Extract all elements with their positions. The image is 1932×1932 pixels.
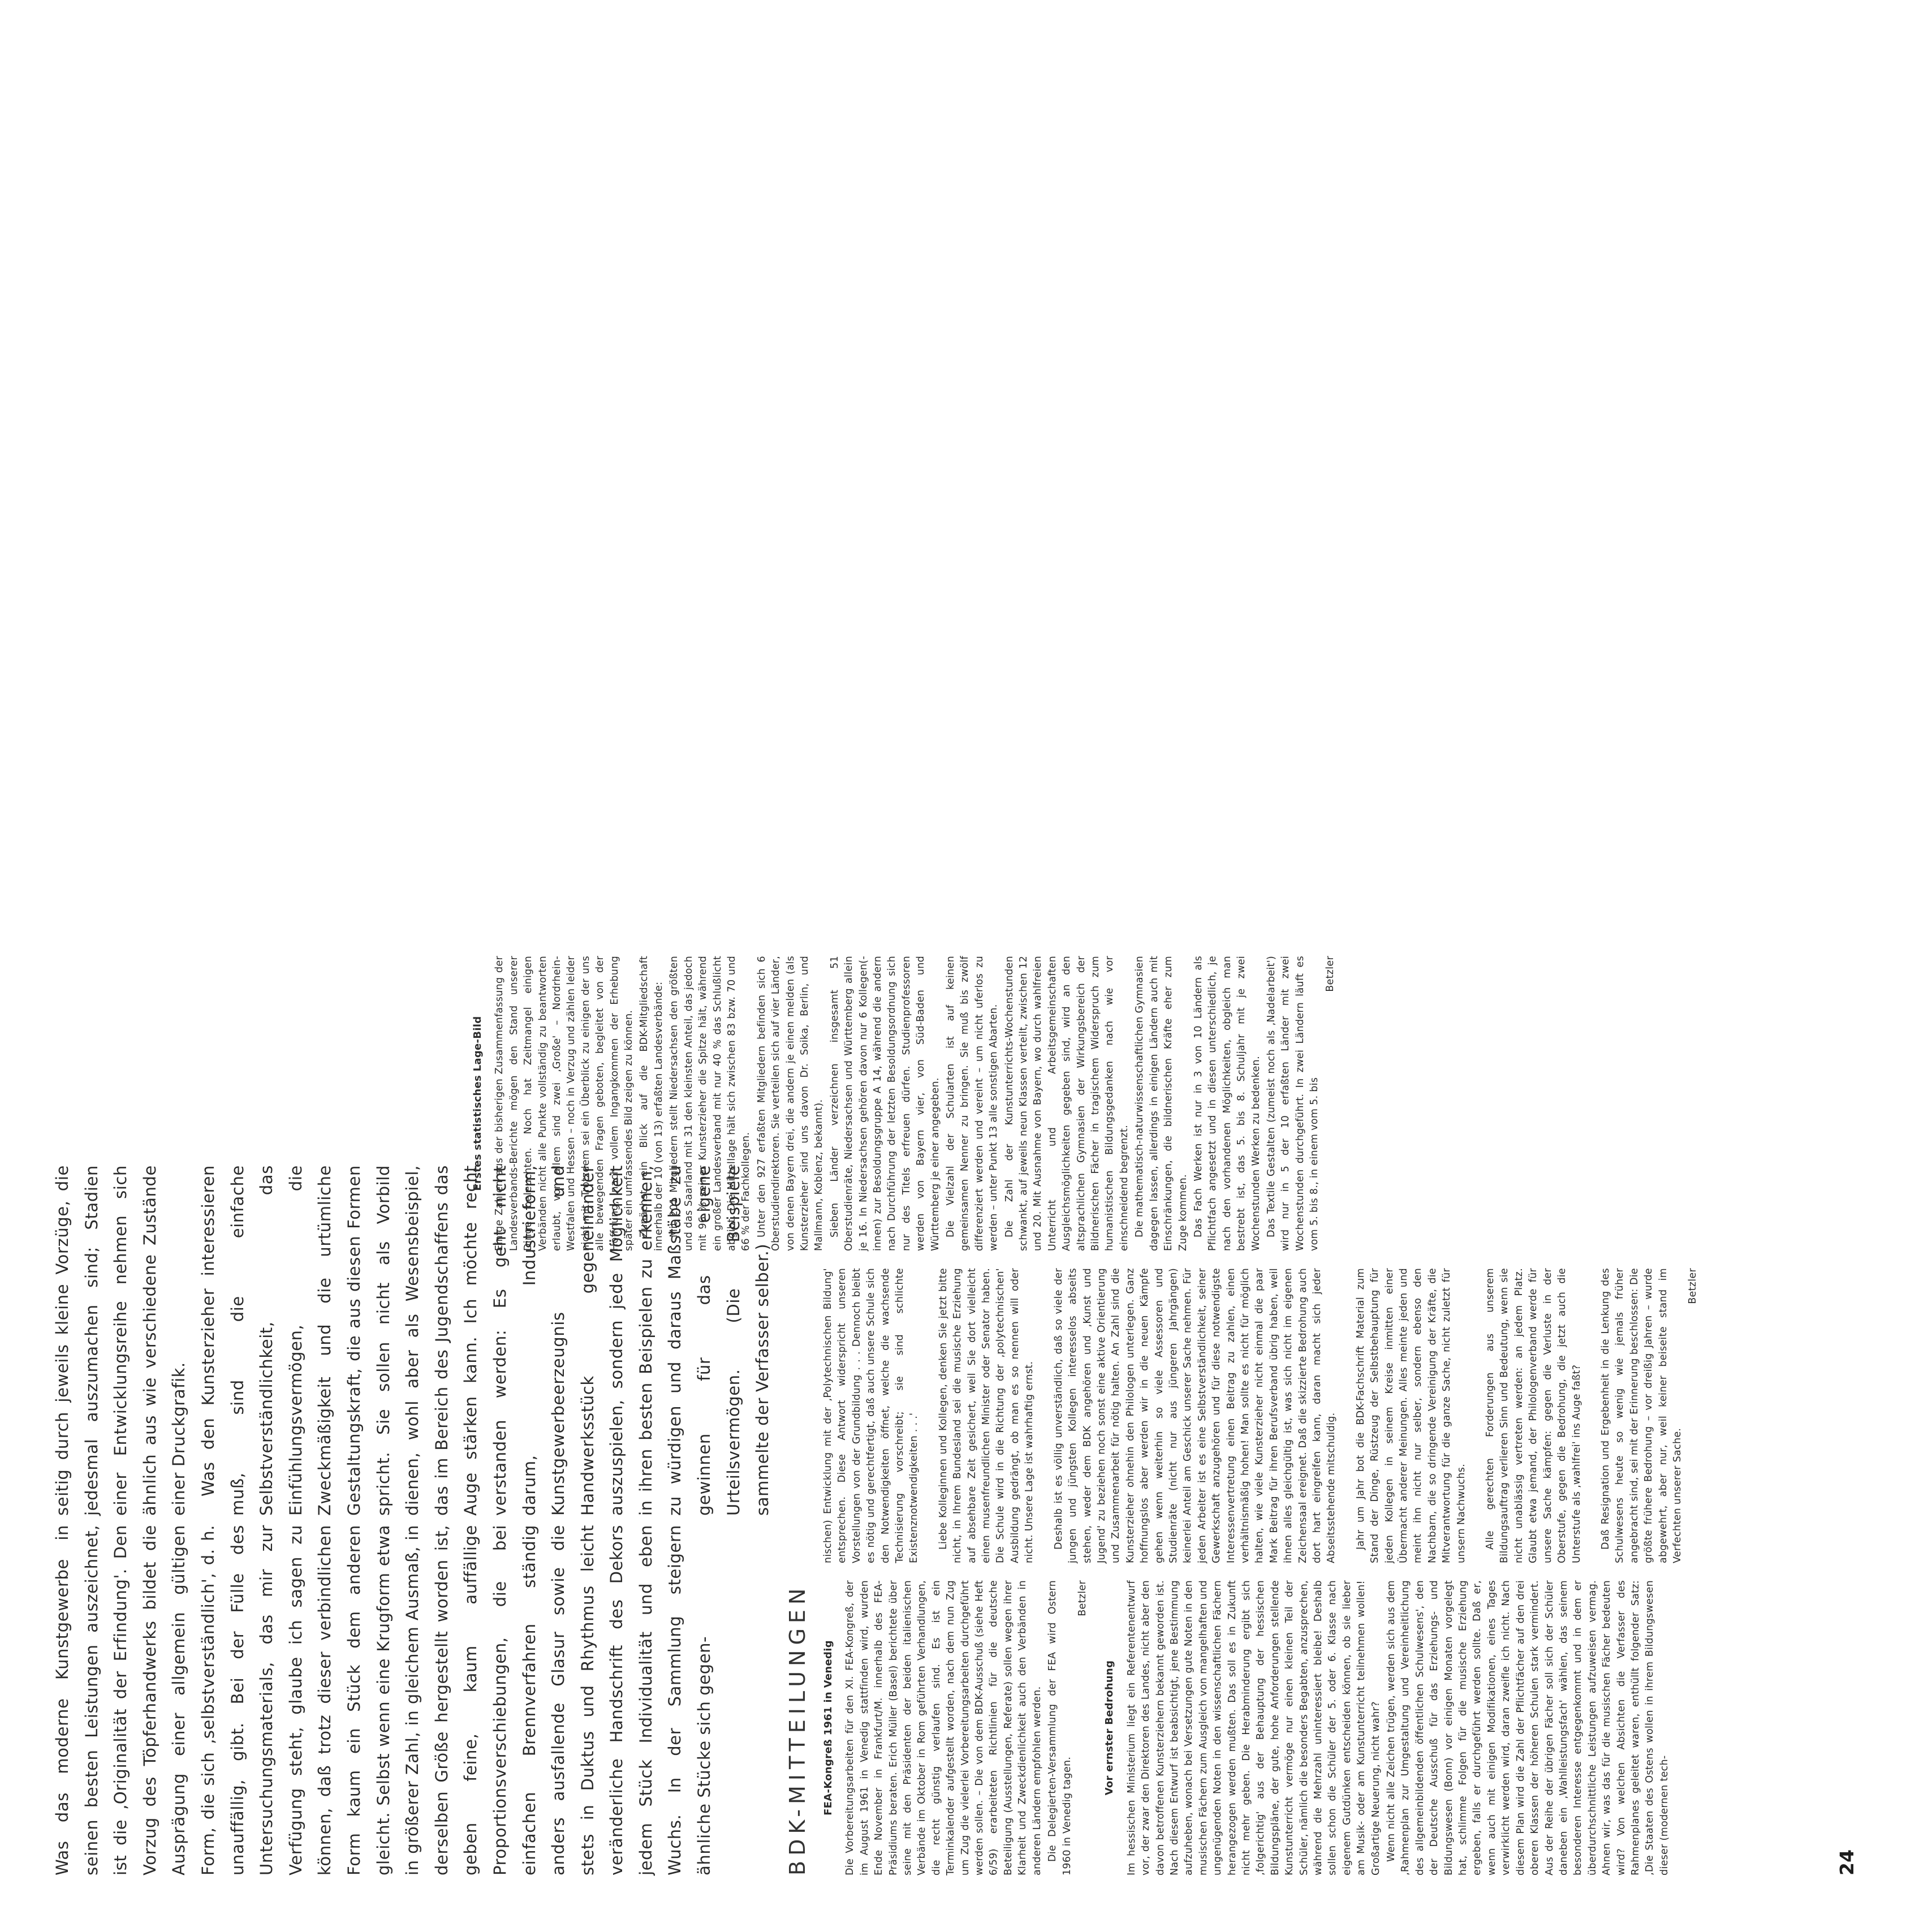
paragraph-stat-5: Sieben Länder verzeichnen insgesamt 51 Oberstudienräte, Niedersachsen und Württemberg allein je 16. In Niedersachsen gehören davon nur 6 Kollegen(-innen) zur Besoldungsgruppe A 14, während die andern nach Durchführung der letzten Besoldungsordnung sich nur des Titels erfreuen dürfen. Studienprofessoren werden von Bayern vier, von Süd-Baden und Württemberg je einer angegeben.	[829, 956, 941, 1251]
paragraph-stat-9: Das Fach Werken ist nur in 3 von 10 Ländern als Pflichtfach angesetzt und in diesen unterschiedlich, je nach den vorhandenen Möglichkeiten, obgleich man bestrebt ist, das 5. bis 8. Schuljahr mit je zwei Wochenstunden Werken zu bedenken.	[1192, 956, 1262, 1251]
news-column-1	[821, 1580, 1822, 1875]
heading-statistisches-lagebild: Erstes statistisches Lage-Bild	[472, 1016, 484, 1191]
paragraph-fea-2: Die Delegierten-Versammlung der FEA wird Ostern 1960 in Venedig tagen.	[1047, 1580, 1073, 1875]
magazine-page	[0, 593, 1932, 1932]
paragraph-col2-6: Daß Resignation und Ergebenheit in die Lenkung des Schulwesens heute so wenig wie jemals früher angebracht sind, sei mit der Erinnerung beschlossen: Die größte frühere Bedrohung – vor dreißig Jahren – wurde abgewehrt, aber nur, weil keiner beiseite stand im Verfechten unserer Sache.	[1599, 1268, 1683, 1563]
intro-right-paragraph-1: seitig durch jeweils kleine Vorzüge, die jedesmal auszumachen sind; Stadien einer Entwicklungsreihe nehmen sich ähnlich aus wie verschiedene Zustände einer Druckgrafik.	[53, 1165, 189, 1516]
paragraph-col2-1: nischen) Entwicklung mit der ‚Polytechnischen Bildung' entsprechen. Diese Antwort widerspricht unseren Vorstellungen von der Grundbildung . . . Dennoch bleibt es nötig und gerechtfertigt, daß auch unsere Schule sich den Notwendigkeiten öffnet, welche die wachsende Technisierung vorschreibt; sie sind schlichte Existenznotwendigkeiten . . .'	[822, 1268, 920, 1563]
paragraph-stat-4: Unter den 927 erfaßten Mitgliedern befinden sich 6 Oberstudiendirektoren. Sie verteilen sich auf vier Länder, von denen Bayern drei, die andern je einen melden (als Kunsterzieher sind uns davon Dr. Soika, Berlin, und Mallmann, Koblenz, bekannt).	[756, 956, 825, 1251]
paragraph-fea-1: Die Vorbereitungsarbeiten für den XI. FEA-Kongreß, der im August 1961 in Venedig stattfinden wird, wurden Ende November in Frankfurt/M. innerhalb des FEA-Präsidiums beraten. Erich Müller (Basel) berichtete über seine mit den Präsidenten der beiden italienischen Verbände im Oktober in Rom geführten Verhandlungen, die recht günstig verlaufen sind. Es ist ein Terminkalender aufgestellt worden, nach dem nun Zug um Zug die vielerlei Vorbereitungsarbeiten durchgeführt werden sollen. – Die von dem BDK-Ausschuß (siehe Heft 6/59) erarbeiteten Richtlinien für die deutsche Beteiligung (Ausstellungen, Referate) sollen wegen ihrer Klarheit und Zweckdienlichkeit auch den Verbänden in anderen Ländern empfohlen werden.	[844, 1580, 1043, 1875]
paragraph-col2-2: Liebe Kolleginnen und Kollegen, denken Sie jetzt bitte nicht, in Ihrem Bundesland sei die musische Erziehung auf absehbare Zeit gesichert, weil Sie dort vielleicht einen musenfreundlichen Minister oder Senator haben. Die Schule wird in die Richtung der ‚polytechnischen' Ausbildung gedrängt, ob man es so nennen will oder nicht. Unsere Lage ist wahrhaftig ernst.	[937, 1268, 1036, 1563]
paragraph-col2-3: Deshalb ist es völlig unverständlich, daß so viele der jungen und jüngsten Kollegen interesselos abseits stehen, weder dem BDK angehören und ‚Kunst und Jugend' zu beziehen noch sonst eine aktive Orientierung und Zusammenarbeit für nötig halten. An Zahl sind die Kunsterzieher ohnehin den Philologen unterlegen. Ganz hoffnungslos aber werden wir in die neuen Kämpfe gehen wenn weiterhin so viele Assessoren und Studienräte (nicht nur aus jüngeren Jahrgängen) keinerlei Anteil am Geschick unserer Sache nehmen. Für jeden Arbeiter ist es eine Selbstverständlichkeit, seiner Gewerkschaft anzugehören und für diese notwendigste Interessenvertretung einen Beitrag zu zahlen, einen verhältnismäßig hohen! Man sollte es nicht für möglich halten, wie viele Kunsterzieher nicht einmal die paar Mark Beitrag für ihren Berufsverband übrig haben, weil ihnen alles gleichgültig ist, was sich nicht im eigenen Zeichensaal ereignet. Daß die skizzierte Bedrohung auch dort hart eingreifen kann, daran macht sich jeder Abseitsstehende mitschuldig.	[1053, 1268, 1338, 1563]
paragraph-col2-4: Jahr um Jahr bot die BDK-Fachschrift Material zum Stand der Dinge, Rüstzeug der Selbstbehauptung für jeden Kollegen in seinem Kreise inmitten einer Übermacht anderer Meinungen. Alles meinte jeden und meint ihn nicht nur selber, sondern ebenso den Nachbarn, die so dringende Vereinigung der Kräfte, die Mitverantwortung für die ganze Sache, nicht zuletzt für unsern Nachwuchs.	[1355, 1268, 1467, 1563]
paragraph-stat-7: Die Zahl der Kunstunterrichts-Wochenstunden schwankt, auf jeweils neun Klassen verteilt, zwischen 12 und 20. Mit Ausnahme von Bayern, wo durch wahlfreien Unterricht und Arbeitsgemeinschaften Ausgleichsmöglichkeiten gegeben sind, wird an den altsprachlichen Gymnasien der Wirkungsbereich der Bildnerischen Fächer in tragischem Widerspruch zum humanistischen Bildungsgedanken nach wie vor einschneidend begrenzt.	[1003, 956, 1130, 1251]
paragraph-bedrohung-2: Wenn nicht alle Zeichen trügen, werden sich aus dem ‚Rahmenplan zur Umgestaltung und Vereinheitlichung des allgemeinbildenden öffentlichen Schulwesens', den der Deutsche Ausschuß für das Erziehungs- und Bildungswesen (Bonn) vor einigen Monaten vorgelegt hat, schlimme Folgen für die musische Erziehung ergeben, falls er durchgeführt werden sollte. Daß er, wenn auch mit einigen Modifikationen, eines Tages verwirklicht werden wird, daran zweifle ich nicht. Nach diesem Plan wird die Zahl der Pflichtfächer auf den drei oberen Klassen der höheren Schulen stark vermindert. Aus der Reihe der übrigen Fächer soll sich der Schüler daneben ein ‚Wahlleistungsfach' wählen, das seinem besonderen Interesse entgegenkommt und in dem er überdurchschnittliche Leistungen aufzuweisen vermag. Ahnen wir, was das für die musischen Fächer bedeuten wird? Von welchen Absichten die Verfasser des Rahmenplanes geleitet waren, enthüllt folgender Satz: ‚Die Staaten des Ostens wollen in ihrem Bildungswesen dieser (modernen tech-	[1386, 1580, 1670, 1875]
page-number: 24	[1836, 1849, 1858, 1875]
signature-betzler-3: Betzler	[1324, 956, 1336, 992]
section-title: BDK-MITTEILUNGEN	[785, 1583, 810, 1875]
paragraph-stat-1: Einige Zahlen aus der bisherigen Zusammenfassung der Landesverbands-Berichte mögen den Stand unserer Dinge beleuchten. Noch hat Zeitmangel einigen Verbänden nicht alle Punkte vollständig zu beantworten erlaubt, vor allem sind zwei ‚Große' – Nordrhein-Westfalen und Hessen – noch in Verzug und zählen leider nicht mit. Trotzdem sei ein Überblick zu einigen der uns alle bewegenden Fragen geboten, begleitet von der Hoffnung, nach vollem Ingangkommen der Erhebung später ein umfassendes Bild zeigen zu können.	[494, 956, 635, 1251]
intro-column-left	[48, 1525, 755, 1875]
paragraph-stat-2: Zunächst ein Blick auf die BDK-Mitgliedschaft innerhalb der 10 (von 13) erfaßten Landesverbände:	[639, 956, 665, 1251]
paragraph-stat-10: Das Textile Gestalten (zumeist noch als ‚Nadelarbeit') wird nur in 5 der 10 erfaßten Länder mit zwei Wochenstunden durchgeführt. In zwei Ländern läuft es vom 5. bis 8., in einem vom 5. bis	[1265, 956, 1321, 1251]
signature-betzler-1: Betzler	[1076, 1580, 1088, 1616]
paragraph-col2-5: Alle gerechten Forderungen aus unserem Bildungsauftrag verlieren Sinn und Bedeutung, wenn sie nicht unablässig vertreten werden: an jedem Platz. Glaubt etwa jemand, der Philologenverband werde für unsere Sache kämpfen: gegen die Verluste in der Oberstufe, gegen die Bedrohung, die jetzt auch die Unterstufe als ‚wahlfrei' ins Auge faßt?	[1485, 1268, 1582, 1563]
paragraph-stat-6: Die Vielzahl der Schularten ist auf keinen gemeinsamen Nenner zu bringen. Sie muß bis zwölf differenziert werden und vereint – um nicht uferlos zu werden – unter Punkt 13 alle sonstigen Abarten.	[945, 956, 1000, 1251]
heading-fea-kongress: FEA-Kongreß 1961 in Venedig	[822, 1640, 834, 1815]
intro-right-paragraph-2: Was den Kunsterzieher interessieren muß, sind die einfache Selbstverständlichkeit, das Einfühlungsvermögen, die Zweckmäßigkeit und die urtümliche Gestaltungskraft, die aus diesen Formen spricht. Sie sollen nicht als Vorbild dienen, wohl aber als Wesensbeispiel, das im Bereich des Jugendschaffens das Auge stärken kann. Ich möchte recht verstanden werden: Es geht nicht darum, Industrieform, Kunstgewerbeerzeugnis und Handwerksstück gegeneinander auszuspielen, sondern jede Möglichkeit in ihren besten Beispielen zu erkennen, zu würdigen und daraus Maßstäbe zu gewinnen für das eigene Urteilsvermögen. (Die Beispiele sammelte der Verfasser selber.)	[198, 1165, 773, 1516]
news-column-3	[471, 956, 1822, 1251]
paragraph-stat-8: Die mathematisch-naturwissenschaftlichen Gymnasien dagegen lassen, allerdings in einigen Ländern auch mit Einschränkungen, die bildnerischen Kräfte eher zum Zuge kommen.	[1134, 956, 1189, 1251]
intro-left-paragraph-1: Was das moderne Kunstgewerbe in seinen besten Leistungen auszeichnet, ist die ‚Originalität der Erfindung'. Den Vorzug des Töpferhandwerks bildet die Ausprägung einer allgemein gültigen Form, die sich ‚selbstverständlich', d. h. unauffällig, gibt. Bei der Fülle des Untersuchungsmaterials, das mir zur Verfügung steht, glaube ich sagen zu können, daß trotz dieser verbindlichen Form kaum ein Stück dem anderen gleicht. Selbst wenn eine Krugform etwa in größerer Zahl, in gleichem Ausmaß, in derselben Größe hergestellt worden ist, geben feine, kaum auffällige Proportionsverschiebungen, die bei einfachen Brennverfahren ständig anders ausfallende Glasur sowie die stets in Duktus und Rhythmus leicht veränderliche Handschrift des Dekors jedem Stück Individualität und eben Wuchs. In der Sammlung steigern ähnliche Stücke sich gegen-	[53, 1525, 714, 1875]
paragraph-stat-3: Mit 201 Mitgliedern stellt Niedersachsen den größten und das Saarland mit 31 den kleinsten Anteil, das jedoch mit 96 % seiner Kunsterzieher die Spitze hält, während ein großer Landesverband mit nur 40 % das Schlußlicht abgibt. Die Mittellage hält sich zwischen 83 bzw. 70 und 66 % der Fachkollegen.	[669, 956, 752, 1251]
news-column-2	[821, 1268, 1822, 1563]
heading-ernster-bedrohung: Vor ernster Bedrohung	[1103, 1660, 1116, 1796]
paragraph-bedrohung-1: Im hessischen Ministerium liegt ein Referentenentwurf vor, der zwar den Direktoren des Landes, nicht aber den davon betroffenen Kunsterziehern bekannt geworden ist. Nach diesem Entwurf ist beabsichtigt, jene Bestimmung aufzuheben, wonach bei Versetzungen gute Noten in den musischen Fächern zum Ausgleich von mangelhaften und ungenügenden Noten in den wissenschaftlichen Fächern herangezogen werden mußten. Das soll es in Zukunft nicht mehr geben. Die Herabminderung ergibt sich ‚folgerichtig' aus der Behauptung der hessischen Bildungspläne, der gute, hohe Anforderungen stellende Kunstunterricht vermöge nur einen kleinen Teil der Schüler, nämlich die besonders Begabten, anzusprechen, während die Mehrzahl uninteressiert bleibe! Deshalb sollen schon die Schüler der 5. oder 6. Klasse nach eigenem Gutdünken entscheiden können, ob sie lieber am Musik- oder am Kunstunterricht teilnehmen wollen! Großartige Neuerung, nicht wahr?	[1125, 1580, 1382, 1875]
signature-betzler-2: Betzler	[1687, 1268, 1699, 1304]
